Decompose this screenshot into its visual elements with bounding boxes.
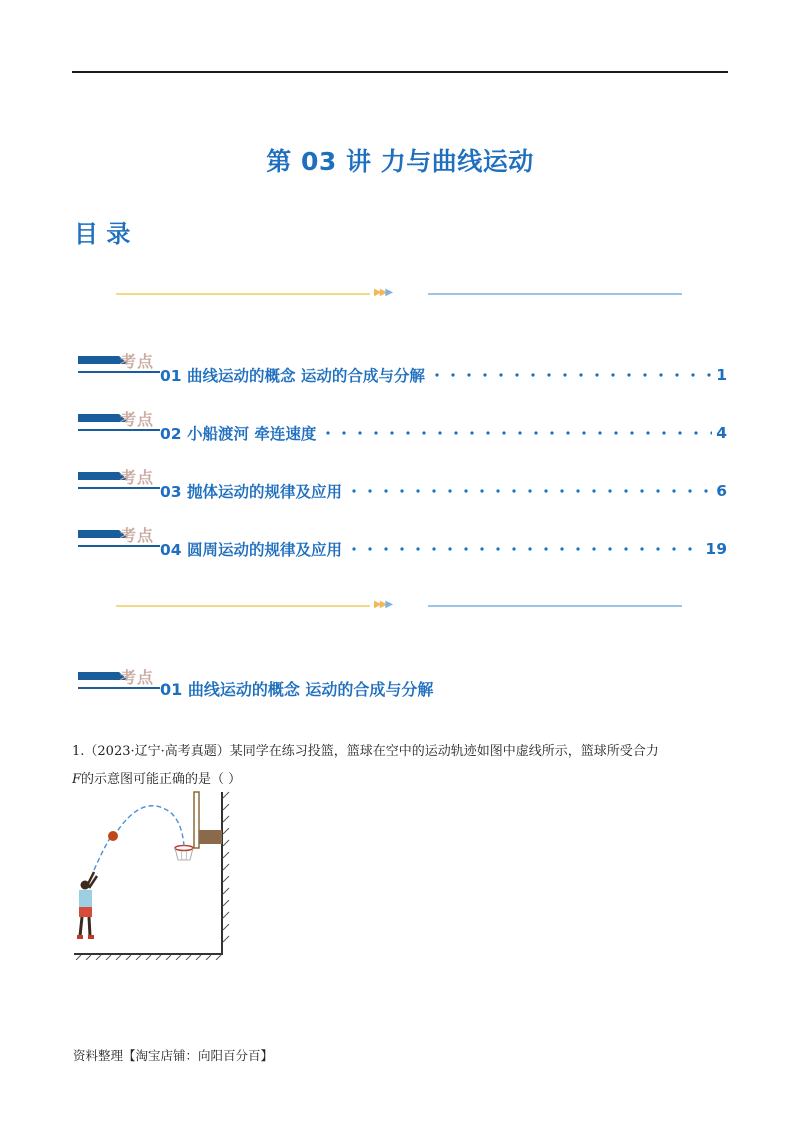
document-title: 第 03 讲 力与曲线运动 (266, 147, 534, 176)
toc-item-page: 6 (716, 482, 727, 500)
toc-item-label: 04 圆周运动的规律及应用 (160, 541, 342, 559)
toc-item[interactable] (160, 480, 727, 502)
top-rule (72, 71, 728, 73)
arrow-icon: ▶▶▶ (374, 599, 392, 610)
toc-heading: 目 录 (74, 220, 131, 248)
toc-item-page: 19 (705, 540, 727, 558)
force-variable: F (72, 772, 82, 787)
dot-leader (346, 488, 712, 494)
toc-item-label: 01 曲线运动的概念 运动的合成与分解 (160, 367, 425, 385)
basketball-icon (108, 831, 118, 841)
footer-note: 资料整理【淘宝店铺：向阳百分百】 (73, 1048, 274, 1063)
topic-badge: 考点 (78, 414, 160, 440)
toc-item[interactable] (160, 538, 727, 560)
topic-badge: 考点 (78, 530, 160, 556)
dot-leader (320, 430, 712, 436)
toc-item-page: 4 (716, 424, 727, 442)
toc-divider-bottom (116, 600, 682, 612)
player-figure (77, 872, 97, 939)
question-line-1: 1.（2023·辽宁·高考真题）某同学在练习投篮，篮球在空中的运动轨迹如图中虚线所示，篮球所受合力 (72, 744, 659, 759)
toc-item-page: 1 (716, 366, 727, 384)
arrow-icon: ▶▶▶ (374, 287, 392, 298)
dot-leader (429, 372, 712, 378)
toc-divider-top (116, 288, 682, 300)
basketball-figure (72, 790, 232, 960)
dot-leader (346, 546, 701, 552)
topic-badge: 考点 (78, 672, 160, 698)
section-title: 01 曲线运动的概念 运动的合成与分解 (160, 680, 434, 699)
toc-item[interactable] (160, 364, 727, 386)
topic-badge: 考点 (78, 472, 160, 498)
topic-badge: 考点 (78, 356, 160, 382)
question-text (72, 738, 732, 794)
toc-item-label: 02 小船渡河 牵连速度 (160, 425, 317, 443)
question-tail: 的示意图可能正确的是（ ） (81, 772, 242, 787)
toc-item-label: 03 抛体运动的规律及应用 (160, 483, 342, 501)
toc-item[interactable] (160, 422, 727, 444)
